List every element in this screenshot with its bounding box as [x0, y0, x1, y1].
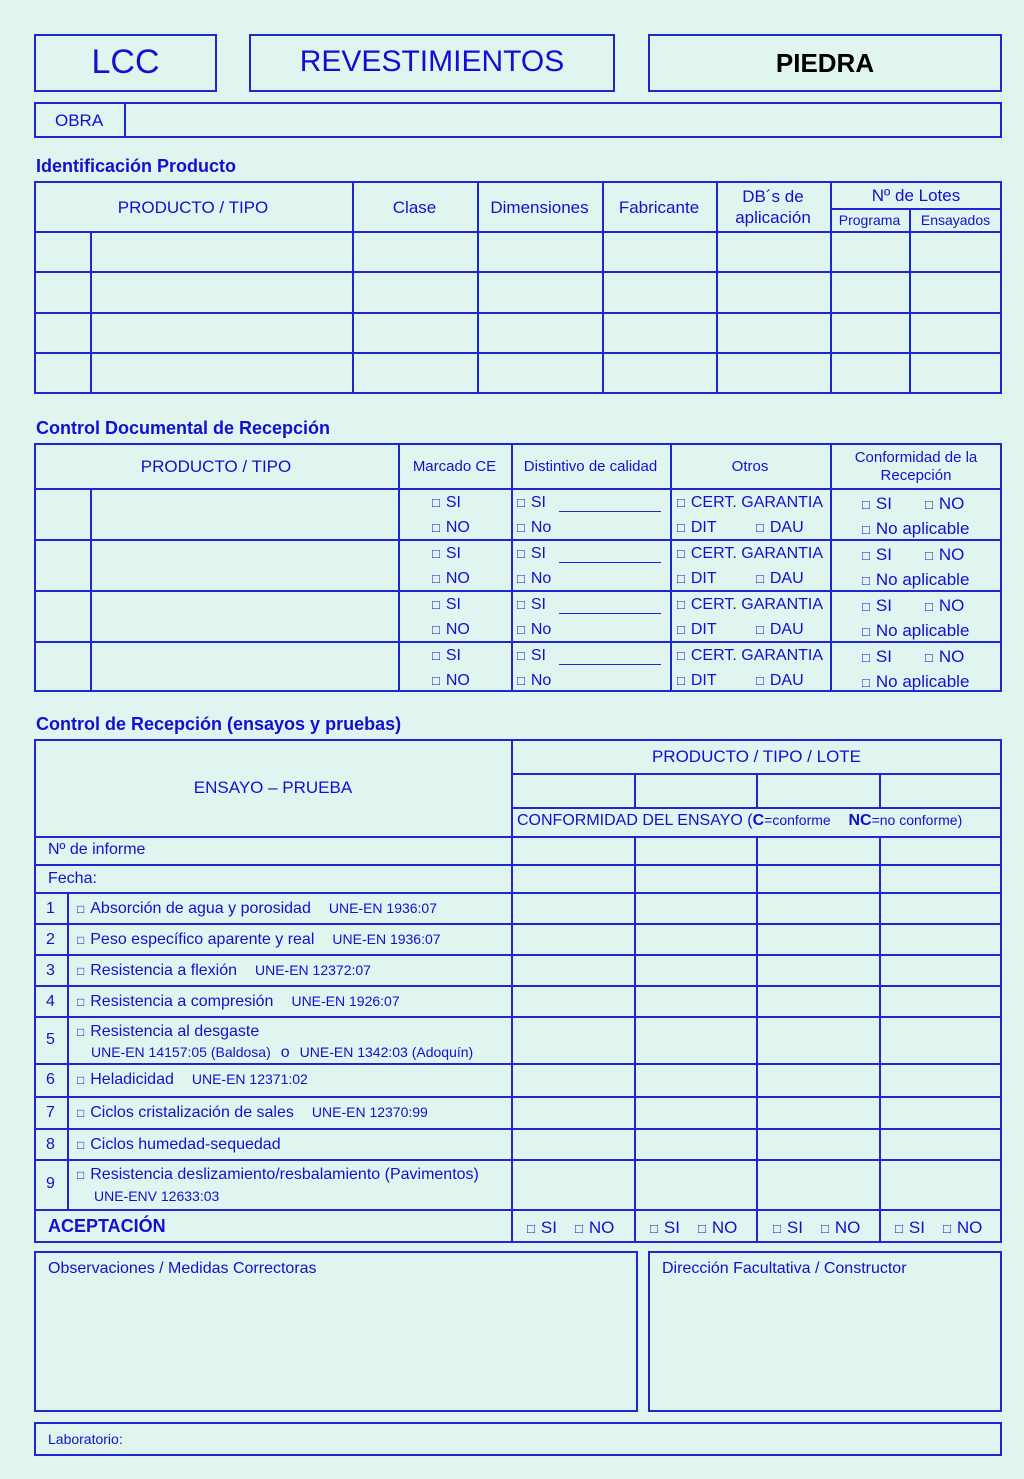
test-name: Resistencia a compresión	[90, 993, 274, 1010]
distintivo-si-checkbox[interactable]: □ SI	[517, 494, 546, 512]
no-aplicable-checkbox[interactable]: □ No aplicable	[862, 672, 969, 692]
distintivo-si-checkbox[interactable]: □ SI	[517, 596, 546, 614]
test-norm: UNE-ENV 12633:03	[94, 1188, 220, 1204]
no-aplicable-checkbox[interactable]: □ No aplicable	[862, 570, 969, 590]
aceptacion-si-checkbox[interactable]: □ SI	[527, 1218, 557, 1238]
ensayo-header: ENSAYO – PRUEBA	[193, 778, 353, 797]
test-number: 3	[46, 962, 55, 979]
cd-col-producto: PRODUCTO / TIPO	[140, 457, 292, 476]
no-aplicable-checkbox[interactable]: □ No aplicable	[862, 621, 969, 641]
test-norm: UNE-EN 1936:07	[332, 931, 441, 947]
distintivo-line[interactable]	[559, 664, 661, 665]
test-checkbox-icon[interactable]: □	[77, 1106, 85, 1120]
org-title: LCC	[91, 43, 160, 81]
col-ensayados: Ensayados	[920, 212, 991, 228]
dit-checkbox[interactable]: □ DIT	[677, 621, 717, 639]
distintivo-si-checkbox[interactable]: □ SI	[517, 647, 546, 665]
distintivo-line[interactable]	[559, 562, 661, 563]
obra-label: OBRA	[55, 111, 104, 130]
col-fabricante: Fabricante	[618, 198, 700, 217]
aceptacion-si-checkbox[interactable]: □ SI	[895, 1218, 925, 1238]
marcado-no-checkbox[interactable]: □ NO	[432, 570, 470, 588]
cert-garantia-checkbox[interactable]: □ CERT. GARANTIA	[677, 545, 823, 563]
conformidad-ensayo: CONFORMIDAD DEL ENSAYO (C=conforme NC=no conforme)	[517, 812, 963, 829]
obra-input[interactable]	[127, 104, 1000, 136]
test-number: 6	[46, 1071, 55, 1088]
test-checkbox-icon[interactable]: □	[77, 995, 85, 1009]
dau-checkbox[interactable]: □ DAU	[756, 672, 804, 690]
test-number: 9	[46, 1175, 55, 1192]
dau-checkbox[interactable]: □ DAU	[756, 621, 804, 639]
test-checkbox-icon[interactable]: □	[77, 1025, 85, 1039]
direccion-label: Dirección Facultativa / Constructor	[662, 1260, 907, 1277]
cd-col-marcado: Marcado CE	[412, 458, 497, 475]
marcado-si-checkbox[interactable]: □ SI	[432, 647, 461, 665]
test-item	[77, 1136, 299, 1154]
distintivo-no-checkbox[interactable]: □ No	[517, 570, 551, 588]
test-checkbox-icon[interactable]: □	[77, 1073, 85, 1087]
dau-checkbox[interactable]: □ DAU	[756, 570, 804, 588]
cd-col-otros: Otros	[731, 458, 769, 475]
col-clase: Clase	[392, 198, 437, 217]
marcado-si-checkbox[interactable]: □ SI	[432, 596, 461, 614]
aceptacion-no-checkbox[interactable]: □ NO	[575, 1218, 614, 1238]
test-name: Resistencia al desgaste	[90, 1023, 260, 1040]
col-dbs: DB´s de	[742, 187, 804, 206]
test-name: Ciclos cristalización de sales	[90, 1104, 294, 1121]
dau-checkbox[interactable]: □ DAU	[756, 519, 804, 537]
test-item	[77, 993, 400, 1011]
no-aplicable-checkbox[interactable]: □ No aplicable	[862, 519, 969, 539]
marcado-no-checkbox[interactable]: □ NO	[432, 519, 470, 537]
identificacion-title: Identificación Producto	[36, 156, 237, 176]
test-norm: UNE-EN 12371:02	[191, 1071, 308, 1087]
test-checkbox-icon[interactable]: □	[77, 964, 85, 978]
aceptacion-si-checkbox[interactable]: □ SI	[773, 1218, 803, 1238]
category-title: REVESTIMIENTOS	[299, 45, 565, 78]
cert-garantia-checkbox[interactable]: □ CERT. GARANTIA	[677, 494, 823, 512]
test-norm: UNE-EN 1936:07	[328, 900, 438, 916]
col-programa: Programa	[838, 212, 901, 228]
control-recepcion-title: Control de Recepción (ensayos y pruebas)	[36, 714, 402, 734]
laboratorio-box[interactable]	[34, 1422, 1002, 1456]
test-number: 1	[46, 900, 55, 917]
test-norm: UNE-EN 1926:07	[291, 993, 400, 1009]
test-item	[77, 1023, 259, 1041]
observaciones-label: Observaciones / Medidas Correctoras	[48, 1260, 317, 1277]
conformidad-si-checkbox[interactable]: □ SI	[862, 647, 892, 667]
aceptacion-no-checkbox[interactable]: □ NO	[698, 1218, 737, 1238]
test-item	[77, 1104, 428, 1122]
col-lotes: Nº de Lotes	[871, 186, 961, 205]
distintivo-si-checkbox[interactable]: □ SI	[517, 545, 546, 563]
cd-col-conformidad-2: Recepción	[880, 467, 952, 484]
test-number: 2	[46, 931, 55, 948]
test-norm: UNE-EN 12370:99	[311, 1104, 428, 1120]
dit-checkbox[interactable]: □ DIT	[677, 570, 717, 588]
test-checkbox-icon[interactable]: □	[77, 902, 85, 916]
test-name: Absorción de agua y porosidad	[90, 900, 311, 917]
test-checkbox-icon[interactable]: □	[77, 1138, 85, 1152]
conformidad-si-checkbox[interactable]: □ SI	[862, 545, 892, 565]
cd-col-distintivo: Distintivo de calidad	[523, 458, 658, 475]
conformidad-no-checkbox[interactable]: □ NO	[925, 647, 964, 667]
dit-checkbox[interactable]: □ DIT	[677, 519, 717, 537]
marcado-si-checkbox[interactable]: □ SI	[432, 545, 461, 563]
conformidad-no-checkbox[interactable]: □ NO	[925, 545, 964, 565]
conformidad-si-checkbox[interactable]: □ SI	[862, 494, 892, 514]
test-norm: UNE-EN 14157:05 (Baldosa) o UNE-EN 1342:03 (Adoquín)	[91, 1044, 474, 1061]
marcado-no-checkbox[interactable]: □ NO	[432, 672, 470, 690]
marcado-no-checkbox[interactable]: □ NO	[432, 621, 470, 639]
distintivo-line[interactable]	[559, 613, 661, 614]
dit-checkbox[interactable]: □ DIT	[677, 672, 717, 690]
col-dimensiones: Dimensiones	[490, 198, 589, 217]
aceptacion-label: ACEPTACIÓN	[48, 1216, 166, 1236]
aceptacion-no-checkbox[interactable]: □ NO	[821, 1218, 860, 1238]
test-name: Resistencia a flexión	[90, 962, 237, 979]
test-checkbox-icon[interactable]: □	[77, 933, 85, 947]
test-item	[77, 931, 441, 949]
conformidad-si-checkbox[interactable]: □ SI	[862, 596, 892, 616]
conformidad-no-checkbox[interactable]: □ NO	[925, 596, 964, 616]
test-name: Heladicidad	[90, 1071, 174, 1088]
test-number: 8	[46, 1136, 55, 1153]
cert-garantia-checkbox[interactable]: □ CERT. GARANTIA	[677, 647, 823, 665]
test-name: Resistencia deslizamiento/resbalamiento (Pavimentos)	[90, 1166, 479, 1183]
test-name: Ciclos humedad-sequedad	[90, 1136, 281, 1153]
laboratorio-label: Laboratorio:	[48, 1431, 123, 1447]
col-producto: PRODUCTO / TIPO	[117, 198, 269, 217]
test-item	[77, 962, 371, 980]
test-item	[77, 900, 437, 918]
test-number: 7	[46, 1104, 55, 1121]
distintivo-no-checkbox[interactable]: □ No	[517, 519, 551, 537]
col-dbs-2: aplicación	[735, 208, 811, 227]
test-number: 5	[46, 1030, 55, 1048]
test-item	[77, 1071, 308, 1089]
test-number: 4	[46, 993, 55, 1010]
cd-col-conformidad: Conformidad de la	[854, 449, 978, 466]
test-name: Peso específico aparente y real	[90, 931, 315, 948]
test-norm: UNE-EN 12372:07	[255, 962, 371, 978]
material-title: PIEDRA	[775, 48, 875, 78]
distintivo-line[interactable]	[559, 511, 661, 512]
distintivo-no-checkbox[interactable]: □ No	[517, 672, 551, 690]
aceptacion-no-checkbox[interactable]: □ NO	[943, 1218, 982, 1238]
distintivo-no-checkbox[interactable]: □ No	[517, 621, 551, 639]
producto-lote-header: PRODUCTO / TIPO / LOTE	[651, 747, 862, 766]
aceptacion-si-checkbox[interactable]: □ SI	[650, 1218, 680, 1238]
conformidad-no-checkbox[interactable]: □ NO	[925, 494, 964, 514]
marcado-si-checkbox[interactable]: □ SI	[432, 494, 461, 512]
control-documental-title: Control Documental de Recepción	[36, 418, 331, 438]
cert-garantia-checkbox[interactable]: □ CERT. GARANTIA	[677, 596, 823, 614]
test-item	[77, 1166, 479, 1184]
fecha-label: Fecha:	[48, 870, 97, 887]
informe-label: Nº de informe	[48, 841, 146, 858]
test-checkbox-icon[interactable]: □	[77, 1168, 85, 1182]
